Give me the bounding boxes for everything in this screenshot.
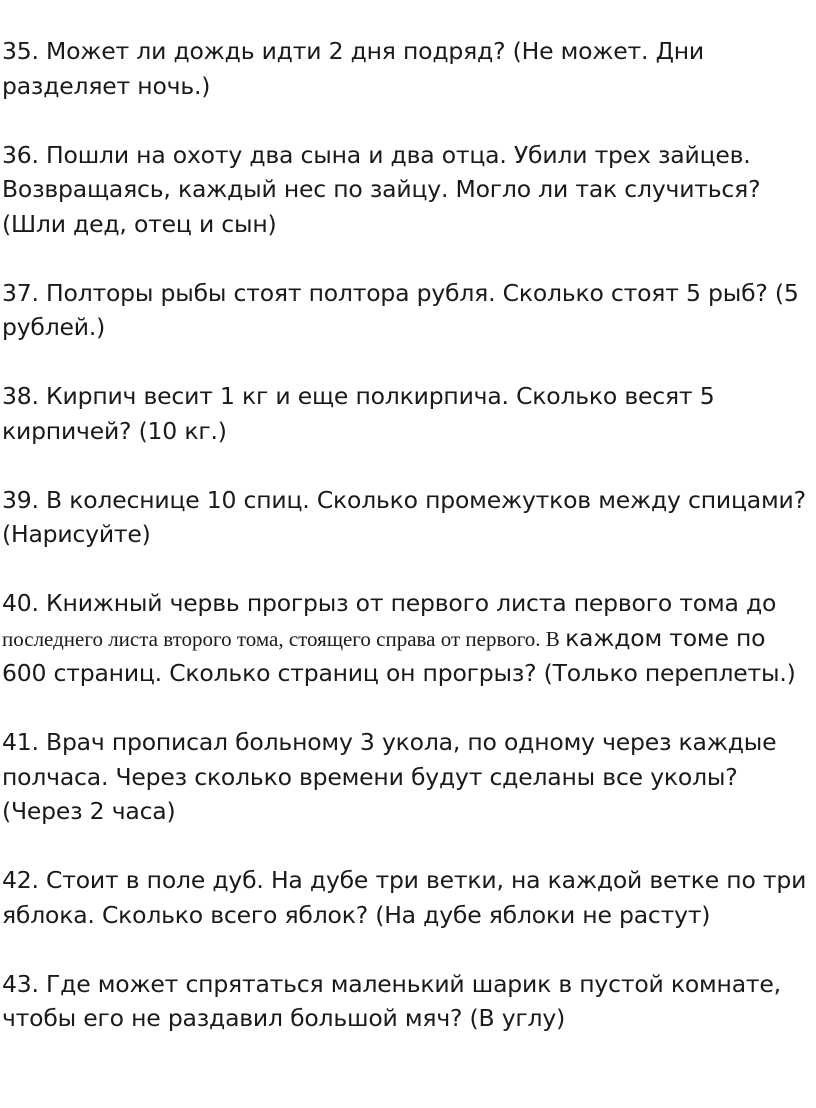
riddle-41: 41. Врач прописал больному 3 укола, по одному через каждые полчаса. Через сколько времени будут сделаны все уколы? (Через 2 часа) — [2, 728, 777, 825]
riddle-40-part-1: 40. Книжный червь прогрыз от первого листа первого тома до — [2, 589, 777, 617]
riddle-37: 37. Полторы рыбы стоят полтора рубля. Сколько стоят 5 рыб? (5 рублей.) — [2, 278, 799, 341]
riddle-43: 43. Где может спрятаться маленький шарик в пустой комнате, чтобы его не раздавил большой мяч? (В углу) — [2, 969, 781, 1032]
riddle-40 — [2, 586, 810, 691]
riddle-38: 38. Кирпич весит 1 кг и еще полкирпича. Сколько весят 5 кирпичей? (10 кг.) — [2, 382, 715, 445]
riddle-39: 39. В колеснице 10 спиц. Сколько промежутков между спицами? (Нарисуйте) — [2, 485, 806, 548]
document-page — [2, 34, 810, 1036]
riddle-40-part-3: каждом томе по 600 страниц. Сколько страниц он прогрыз? (Только переплеты.) — [2, 623, 796, 687]
riddle-42: 42. Стоит в поле дуб. На дубе три ветки, на каждой ветке по три яблока. Сколько всего яблок? (На дубе яблоки не растут) — [2, 866, 807, 929]
riddle-40-part-2: последнего листа второго тома, стоящего справа от первого. В — [2, 626, 566, 651]
riddle-36: 36. Пошли на охоту два сына и два отца. Убили трех зайцев. Возвращаясь, каждый нес по зайцу. Могло ли так случиться? (Шли дед, отец и сын) — [2, 140, 761, 238]
riddle-35: 35. Может ли дождь идти 2 дня подряд? (Не может. Дни разделяет ночь.) — [2, 37, 704, 100]
